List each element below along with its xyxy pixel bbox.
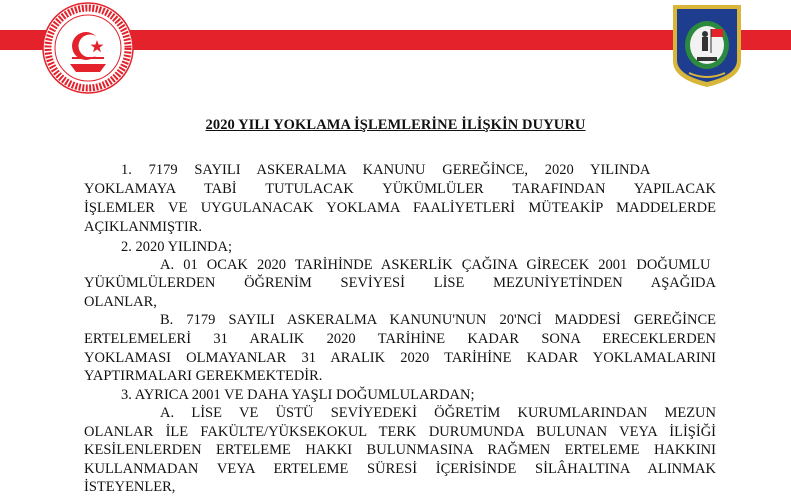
paragraph-line: KULLANMADAN VEYA ERTELEME SÜRESİ İÇERİSİNDE SİLÂHALTINA ALINMAK [84,461,716,477]
paragraph-line: YÜKÜMLÜLERDEN ÖĞRENİM SEVİYESİ LİSE MEZUNİYETİNDEN AŞAĞIDA [84,275,716,291]
paragraph-line: İŞLEMLER VE UYGULANACAK YOKLAMA FAALİYETLERİ MÜTEAKİP MADDELERDE [84,200,716,216]
paragraph-line: A. LİSE VE ÜSTÜ SEVİYEDEKİ ÖĞRETİM KURUMLARINDAN MEZUN [160,405,716,421]
paragraph-line: OLANLAR, [84,294,157,310]
recruitment-directorate-badge [671,3,743,89]
paragraph-line: ERTELEMELERİ 31 ARALIK 2020 TARİHİNE KADAR SONA ERECEKLERDEN [84,331,716,347]
paragraph-line: 2. 2020 YILINDA; [121,239,233,255]
paragraph-line: A. 01 OCAK 2020 TARİHİNDE ASKERLİK ÇAĞINA GİRECEK 2001 DOĞUMLU [160,257,711,273]
document-title: 2020 YILI YOKLAMA İŞLEMLERİNE İLİŞKİN DUYURU [205,117,586,133]
paragraph-line: 1. 7179 SAYILI ASKERALMA KANUNU GEREĞİNCE, 2020 YILINDA [121,162,651,178]
paragraph-line: YOKLAMASI OLMAYANLAR 31 ARALIK 2020 TARİHİNE KADAR YOKLAMALARINI [84,350,716,366]
paragraph-line: B. 7179 SAYILI ASKERALMA KANUNU'NUN 20'NCİ MADDESİ GEREĞİNCE [160,312,716,328]
paragraph-line: 3. AYRICA 2001 VE DAHA YAŞLI DOĞUMLULARDAN; [121,387,475,403]
paragraph-line: KESİLENLERDEN ERTELEME HAKKI BULUNMASINA RAĞMEN ERTELEME HAKKINI [84,442,716,458]
ministry-seal-logo [42,2,134,94]
paragraph-line: OLANLAR İLE FAKÜLTE/YÜKSEKOKUL TERK DURUMUNDA BULUNAN VEYA İLİŞİĞİ [84,424,716,440]
paragraph-line: İSTEYENLER, [84,479,176,495]
paragraph-line: YAPTIRMALARI GEREKMEKTEDİR. [84,368,323,384]
paragraph-line: YOKLAMAYA TABİ TUTULACAK YÜKÜMLÜLER TARAFINDAN YAPILACAK [84,181,716,197]
paragraph-line: AÇIKLANMIŞTIR. [84,219,203,235]
